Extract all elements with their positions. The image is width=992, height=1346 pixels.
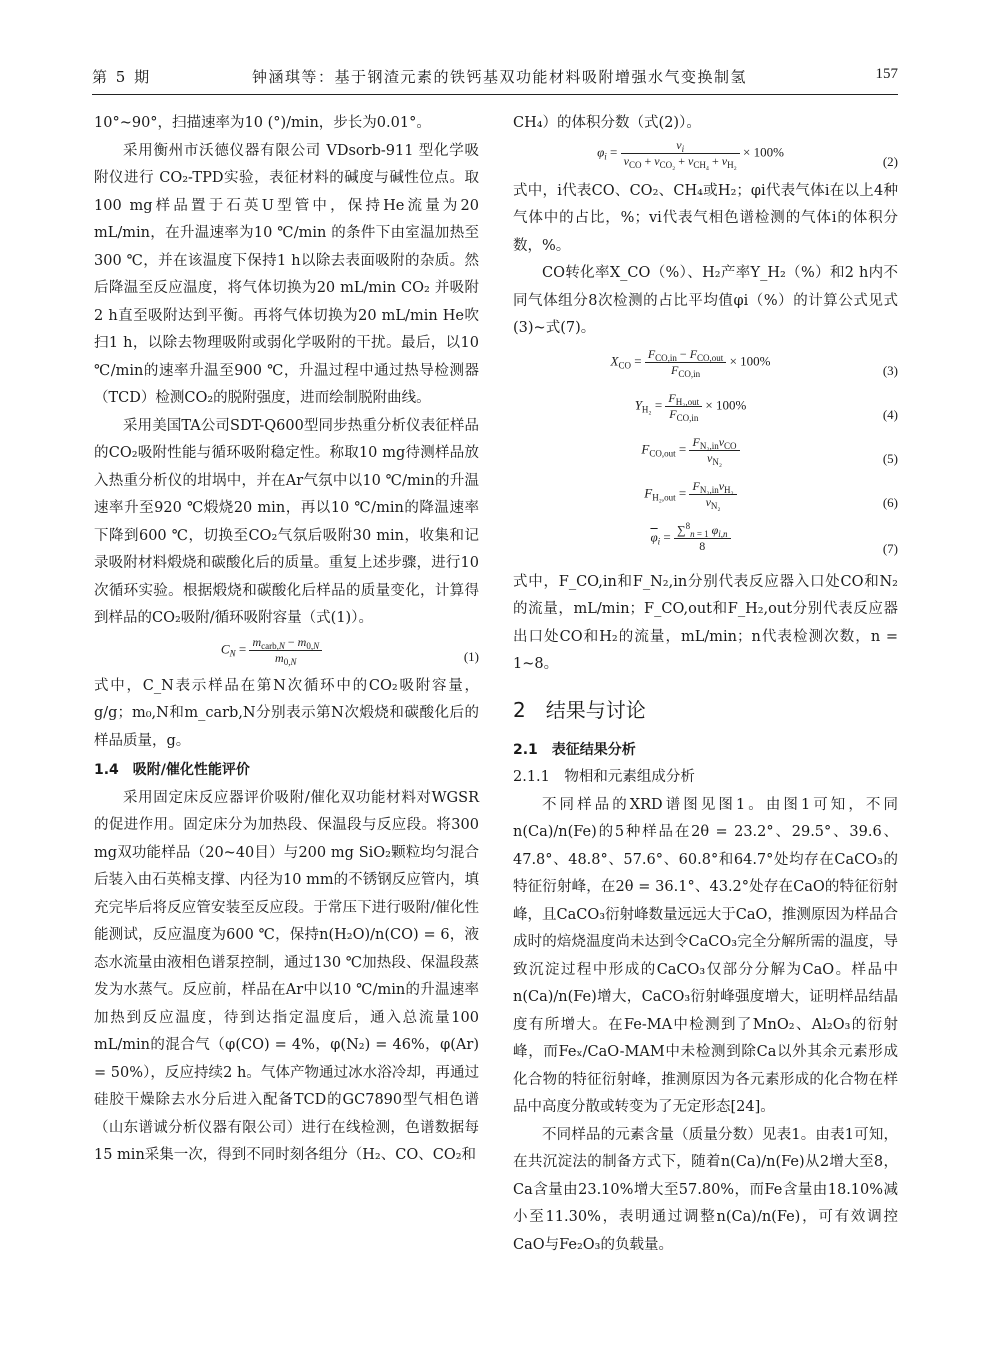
equation-6-number: (6) [882, 494, 898, 510]
equation-5-body: $F_{CO,out}$ = $\frac{F_{N_2,in}v_{CO}}{v_{N_2}}$ [513, 435, 868, 466]
equation-1 [94, 635, 479, 673]
equation-5-fraction: $\frac{F_{N_2,in}v_{CO}}{v_{N_2}}$ [689, 435, 739, 466]
paragraph-ch4-fraction: CH₄）的体积分数（式(2)）。 [513, 115, 701, 131]
equation-3-fraction: $\frac{F_{CO,in} - F_{CO,out}}{F_{CO,in}}$ [645, 347, 727, 378]
section-1-4-heading: 1.4 吸附/催化性能评价 [94, 762, 250, 778]
equation-7-body: $\overline{\varphi}_i$ = $\frac{\sum^8_{n = 1} \varphi_{i,n}}{8}$ [513, 523, 868, 554]
equation-4-fraction: $\frac{F_{H_2,out}}{F_{CO,in}}$ [665, 391, 702, 422]
equation-3 [513, 347, 898, 391]
equation-3-number: (3) [882, 362, 898, 378]
equation-2-fraction: $\frac{v_i}{v_{CO} + v_{CO_2} + v_{CH_4} + v_{H_2}}$ [621, 138, 740, 169]
section-2-heading: 2 结果与讨论 [513, 697, 646, 722]
paragraph-eq1-definitions: 式中，C_N表示样品在第N次循环中的CO₂吸附容量，g/g；m₀,N和m_carb,N分别表示第N次煅烧和碳酸化后的样品质量，g。 [94, 677, 479, 749]
equation-6-body: $F_{H_2,out}$ = $\frac{F_{N_2,in}v_{H_2}}{v_{N_2}}$ [513, 479, 868, 510]
equation-5-number: (5) [882, 450, 898, 466]
equation-7-number: (7) [882, 540, 898, 556]
running-header [92, 64, 898, 95]
paragraph-element-content: 不同样品的元素含量（质量分数）见表1。由表1可知，在共沉淀法的制备方式下，随着n(Ca)/n(Fe)从2增大至8，Ca含量由23.10%增大至57.80%，而Fe含量由18.10%减小至11.30%，表明通过调整n(Ca)/n(Fe)，可有效调控CaO与Fe₂O₃的负载量。 [513, 1126, 898, 1253]
paragraph-flow-definitions: 式中，F_CO,in和F_N₂,in分别代表反应器入口处CO和N₂的流量，mL/min；F_CO,out和F_H₂,out分别代表反应器出口处CO和H₂的流量，mL/min；n代表检测次数，n = 1~8。 [513, 573, 898, 672]
equation-7 [513, 520, 898, 569]
equation-6-fraction: $\frac{F_{N_2,in}v_{H_2}}{v_{N_2}}$ [689, 479, 736, 510]
equation-2-body: $\varphi_i$ = $\frac{v_i}{v_{CO} + v_{CO_2} + v_{CH_4} + v_{H_2}}$ × 100% [597, 137, 784, 170]
paragraph-tga: 采用美国TA公司SDT-Q600型同步热重分析仪表征样品的CO₂吸附性能与循环吸附稳定性。称取10 mg待测样品放入热重分析仪的坩埚中，并在Ar气氛中以10 ℃/min的升温速率升至920 ℃煅烧20 min，再以10 ℃/min的降温速率下降到600 ℃，切换至CO₂气氛后吸附30 min，收集和记录吸附材料煅烧和碳酸化后的质量。重复上述步骤，进行10次循环实验。根据煅烧和碳酸化后样品的质量变化，计算得到样品的CO₂吸附/循环吸附容量（式(1)）。 [94, 417, 479, 626]
equation-3-body: $X_{CO}$ = $\frac{F_{CO,in} - F_{CO,out}}{F_{CO,in}}$ × 100% [610, 346, 771, 379]
equation-1-number: (1) [463, 648, 479, 664]
equation-1-fraction: $\frac{m_{carb,N} - m_{0,N}}{m_{0,N}}$ [249, 635, 322, 666]
running-title: 钟涵琪等：基于钢渣元素的铁钙基双功能材料吸附增强水气变换制氢 [252, 68, 748, 86]
equation-4-body: $Y_{H_2}$ = $\frac{F_{H_2,out}}{F_{CO,in}}$ × 100% [634, 390, 747, 423]
equation-7-fraction: $\frac{\sum^8_{n = 1} \varphi_{i,n}}{8}$ [674, 523, 731, 554]
paragraph-eq2-definitions: 式中，i代表CO、CO₂、CH₄或H₂；φi代表气体i在以上4种气体中的占比，%；vi代表气相色谱检测的气体i的体积分数，%。 [513, 182, 898, 254]
section-2-1-heading: 2.1 表征结果分析 [513, 741, 636, 758]
equation-5 [513, 435, 898, 479]
left-column [94, 110, 479, 1170]
section-2-1-1-heading: 2.1.1 物相和元素组成分析 [513, 769, 695, 785]
page-number: 157 [875, 66, 898, 82]
equation-1-body: $C_N$ = $\frac{m_{carb,N} - m_{0,N}}{m_{0,N}}$ [94, 635, 449, 666]
paragraph-fixed-bed: 采用固定床反应器评价吸附/催化双功能材料对WGSR的促进作用。固定床分为加热段、保温段与反应段。将300 mg双功能样品（20~40目）与200 mg SiO₂颗粒均匀混合后装入由石英棉支撑、内径为10 mm的不锈钢反应管内，填充完毕后将反应管安装至反应段。于常压下进行吸附/催化性能测试，反应温度为600 ℃，保持n(H₂O)/n(CO) = 6，液态水流量由液相色谱泵控制，通过130 ℃加热段、保温段蒸发为水蒸气。反应前，样品在Ar中以10 ℃/min的升温速率加热到反应温度，待到达指定温度后，通入总流量100 mL/min的混合气（φ(CO) = 4%，φ(N₂) = 46%，φ(Ar) = 50%），反应持续2 h。气体产物通过冰水浴冷却，再通过硅胶干燥除去水分后进入配备TCD的GC7890型气相色谱（山东谱诚分析仪器有限公司）进行在线检测，色谱数据每15 min采集一次，得到不同时刻各组分（H₂、CO、CO₂和 [94, 789, 479, 1163]
paragraph-xrd: 不同样品的XRD谱图见图1。由图1可知，不同n(Ca)/n(Fe)的5种样品在2θ = 23.2°、29.5°、39.6、47.8°、48.8°、57.6°、60.8°和64.7°处均存在CaCO₃的特征衍射峰，在2θ = 36.1°、43.2°处存在CaO的特征衍射峰，且CaCO₃衍射峰数量远远大于CaO，推测原因为样品合成时的焙烧温度尚未达到令CaCO₃完全分解所需的温度，导致沉淀过程中形成的CaCO₃仅部分分解为CaO。样品中n(Ca)/n(Fe)增大，CaCO₃衍射峰强度增大，证明样品结晶度有所增大。在Fe-MA中检测到了MnO₂、Al₂O₃的衍射峰，而Feₓ/CaO-MAM中未检测到除Ca以外其余元素形成化合物的特征衍射峰，推测原因为各元素形成的化合物在样品中高度分散或转变为了无定形态[24]。 [513, 796, 898, 1115]
paragraph-conversion-intro: CO转化率X_CO（%）、H₂产率Y_H₂（%）和2 h内不同气体组分8次检测的占比平均值φi（%）的计算公式见式(3)~式(7)。 [513, 265, 898, 336]
issue-number: 第 5 期 [92, 68, 152, 86]
equation-4-number: (4) [882, 406, 898, 422]
equation-4 [513, 391, 898, 435]
right-column [513, 110, 898, 1259]
paragraph-scan-rate: 10°~90°，扫描速率为10 (°)/min，步长为0.01°。 [94, 115, 431, 131]
equation-6 [513, 479, 898, 523]
equation-2-number: (2) [882, 153, 898, 169]
paragraph-co2-tpd: 采用衡州市沃德仪器有限公司 VDsorb-911 型化学吸附仪进行 CO₂-TPD实验，表征材料的碱度与碱性位点。取100 mg样品置于石英U型管中，保持He流量为20 mL/min，在升温速率为10 ℃/min 的条件下由室温加热至300 ℃，并在该温度下保持1 h以除去表面吸附的杂质。然后降温至反应温度，将气体切换为20 mL/min CO₂ 并吸附2 h直至吸附达到平衡。再将气体切换为20 mL/min He吹扫1 h，以除去物理吸附或弱化学吸附的干扰。最后，以10 ℃/min的速率升温至900 ℃，升温过程中通过热导检测器（TCD）检测CO₂的脱附强度，进而绘制脱附曲线。 [94, 142, 479, 406]
equation-2 [513, 138, 898, 178]
